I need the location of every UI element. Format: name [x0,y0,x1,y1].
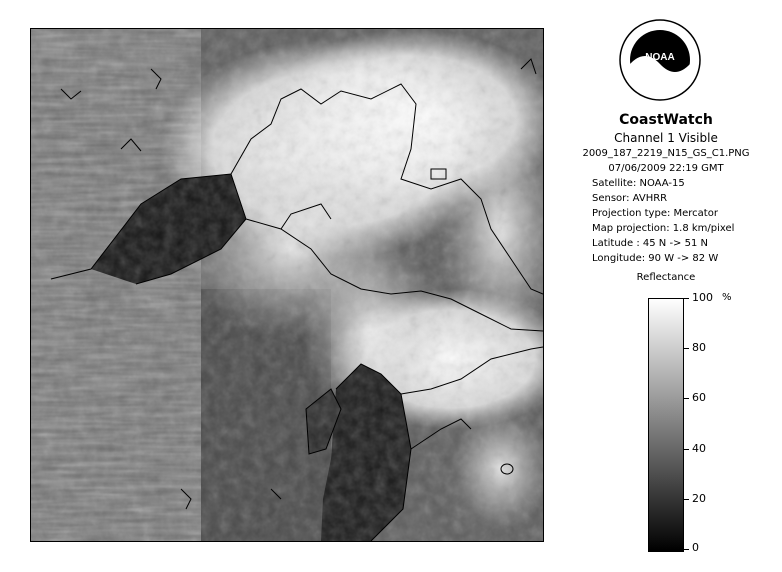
tick-mark [683,549,689,550]
tick-label-80: 80 [692,341,706,354]
tick-label-40: 40 [692,442,706,455]
datetime-label: 07/06/2009 22:19 GMT [608,163,724,174]
sensor-label: Sensor: AVHRR [592,193,668,204]
reflectance-label: Reflectance [636,272,696,283]
tick-mark [683,298,689,299]
satellite-label: Satellite: NOAA-15 [592,178,685,189]
reflectance-colorbar [648,298,684,552]
satellite-image [30,28,544,542]
latitude-label: Latitude : 45 N -> 51 N [592,238,708,249]
tick-label-0: 0 [692,541,699,554]
brand-title: CoastWatch [619,112,713,128]
tick-label-60: 60 [692,391,706,404]
unit-label: % [722,292,732,303]
tick-mark [683,348,689,349]
noaa-logo [618,18,702,102]
tick-mark [683,499,689,500]
tick-label-100: 100 [692,291,713,304]
projection-type-label: Projection type: Mercator [592,208,718,219]
tick-label-20: 20 [692,492,706,505]
satellite-map-svg [31,29,543,541]
longitude-label: Longitude: 90 W -> 82 W [592,253,719,264]
channel-label: Channel 1 Visible [614,131,718,145]
noaa-logo-text: NOAA [645,52,675,63]
tick-mark [683,398,689,399]
tick-mark [683,449,689,450]
filename-label: 2009_187_2219_N15_GS_C1.PNG [582,148,750,159]
map-projection-label: Map projection: 1.8 km/pixel [592,223,735,234]
